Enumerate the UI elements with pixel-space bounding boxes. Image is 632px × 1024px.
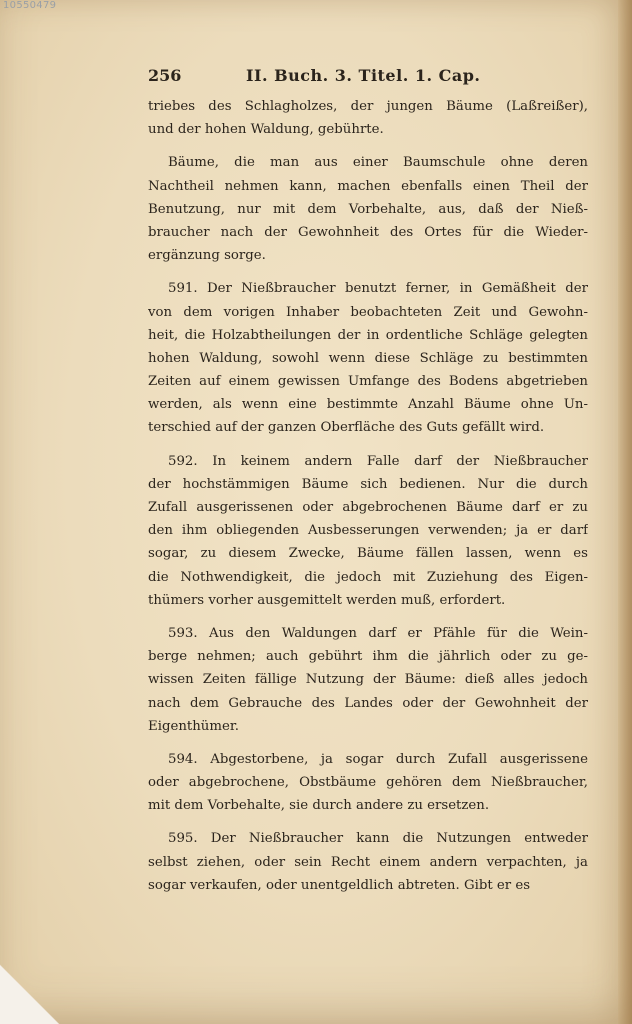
text-line: braucher nach der Gewohnheit des Ortes für die Wieder- [148, 224, 588, 240]
text-line: terschied auf der ganzen Oberfläche des Guts gefällt wird. [148, 420, 545, 436]
running-title: II. Buch. 3. Titel. 1. Cap. [246, 66, 481, 85]
scan-id-stamp: 10550479 [3, 0, 57, 11]
paragraph [148, 622, 588, 738]
page-number: 256 [148, 66, 182, 85]
text-line: 595. Der Nießbraucher kann die Nutzungen entweder [168, 831, 588, 847]
text-line: den ihm obliegenden Ausbesserungen verwenden; ja er darf [148, 523, 588, 539]
text-line: nach dem Gebrauche des Landes oder der Gewohnheit der [148, 695, 588, 711]
paragraph [148, 151, 588, 267]
page-edge-shadow [618, 0, 632, 1024]
paragraph [148, 277, 588, 439]
text-line: 594. Abgestorbene, ja sogar durch Zufall ausgerissene [168, 751, 588, 767]
body-text [148, 95, 588, 897]
text-line: sogar, zu diesem Zwecke, Bäume fällen lassen, wenn es [148, 546, 588, 562]
text-line: heit, die Holzabtheilungen der in ordentliche Schläge gelegten [148, 327, 588, 343]
folded-corner [0, 954, 60, 1024]
text-line: von dem vorigen Inhaber beobachteten Zeit und Gewohn- [148, 304, 588, 320]
text-line: ergänzung sorge. [148, 248, 266, 264]
text-line: hohen Waldung, sowohl wenn diese Schläge zu bestimmten [148, 350, 588, 366]
text-line: Bäume, die man aus einer Baumschule ohne deren [168, 155, 588, 171]
text-line: mit dem Vorbehalte, sie durch andere zu ersetzen. [148, 798, 490, 814]
paragraph-gap [148, 440, 588, 450]
text-line: wissen Zeiten fällige Nutzung der Bäume: dieß alles jedoch [148, 672, 588, 688]
text-line: der hochstämmigen Bäume sich bedienen. Nur die durch [148, 476, 588, 492]
text-line: Benutzung, nur mit dem Vorbehalte, aus, daß der Nieß- [148, 201, 588, 217]
text-line: 591. Der Nießbraucher benutzt ferner, in Gemäßheit der [168, 281, 588, 297]
text-line: Eigenthümer. [148, 718, 239, 734]
text-line: werden, als wenn eine bestimmte Anzahl Bäume ohne Un- [148, 397, 588, 413]
text-line: 592. In keinem andern Falle darf der Nießbraucher [168, 453, 588, 469]
text-line: oder abgebrochene, Obstbäume gehören dem Nießbraucher, [148, 775, 588, 791]
text-line: berge nehmen; auch gebührt ihm die jährlich oder zu ge- [148, 649, 588, 665]
text-line: und der hohen Waldung, gebührte. [148, 122, 384, 138]
text-line: thümers vorher ausgemittelt werden muß, erfordert. [148, 592, 506, 608]
paragraph-gap [148, 738, 588, 748]
paragraph [148, 95, 588, 141]
text-line: sogar verkaufen, oder unentgeldlich abtreten. Gibt er es [148, 877, 531, 893]
paragraph-gap [148, 612, 588, 622]
paragraph [148, 748, 588, 818]
running-header [148, 66, 588, 88]
text-line: Zufall ausgerissenen oder abgebrochenen Bäume darf er zu [148, 500, 588, 515]
text-line: triebes des Schlagholzes, der jungen Bäume (Laßreißer), [148, 99, 588, 114]
paragraph-gap [148, 141, 588, 151]
paragraph-gap [148, 267, 588, 277]
text-line: Zeiten auf einem gewissen Umfange des Bodens abgetrieben [148, 374, 588, 390]
text-line: die Nothwendigkeit, die jedoch mit Zuziehung des Eigen- [148, 569, 588, 585]
paragraph [148, 827, 588, 897]
paragraph [148, 450, 588, 612]
text-line: 593. Aus den Waldungen darf er Pfähle für die Wein- [168, 625, 588, 641]
text-line: selbst ziehen, oder sein Recht einem andern verpachten, ja [148, 854, 588, 870]
paragraph-gap [148, 817, 588, 827]
text-line: Nachtheil nehmen kann, machen ebenfalls einen Theil der [148, 178, 588, 194]
